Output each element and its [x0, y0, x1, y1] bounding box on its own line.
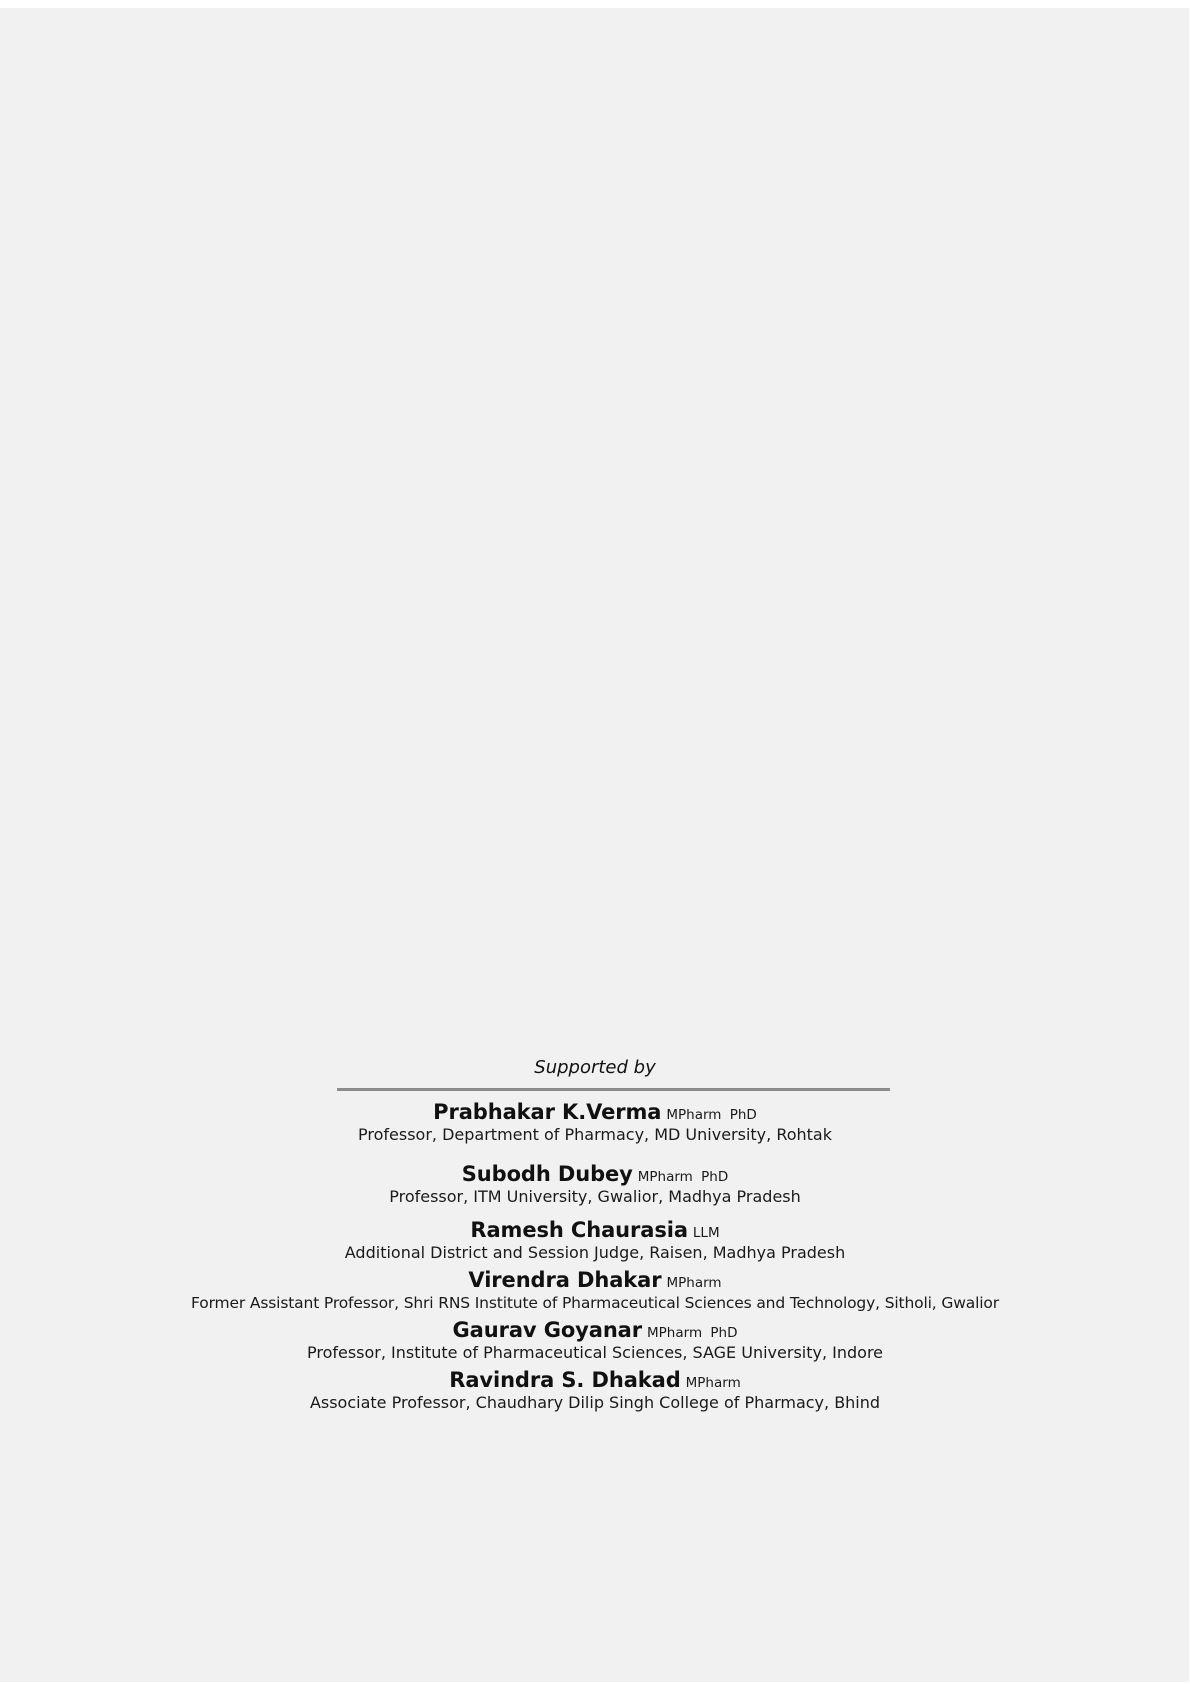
- supporter-name-line: [0, 1099, 1190, 1125]
- supporter-name: Gaurav Goyanar: [452, 1318, 643, 1342]
- supporter-name: Ramesh Chaurasia: [470, 1218, 688, 1242]
- supporter-name-line: [0, 1317, 1190, 1343]
- supporter-entry: [0, 1217, 1190, 1263]
- supporter-role: Former Assistant Professor, Shri RNS Institute of Pharmaceutical Sciences and Technology, Sitholi, Gwalior: [191, 1294, 999, 1312]
- supporter-role: Professor, Institute of Pharmaceutical Sciences, SAGE University, Indore: [306, 1343, 884, 1362]
- supporter-name: Virendra Dhakar: [468, 1268, 662, 1292]
- supporter-role: Additional District and Session Judge, Raisen, Madhya Pradesh: [344, 1243, 846, 1262]
- supporter-degrees: MPharm: [685, 1375, 741, 1391]
- heading-divider: [337, 1088, 890, 1091]
- page-background: [0, 8, 1189, 1682]
- supporter-name: Subodh Dubey: [461, 1162, 633, 1186]
- supported-by-heading: Supported by: [534, 1057, 656, 1078]
- supporter-entry: [0, 1099, 1190, 1145]
- supporter-role: Professor, Department of Pharmacy, MD University, Rohtak: [358, 1125, 832, 1144]
- supporter-role: Professor, ITM University, Gwalior, Madhya Pradesh: [389, 1187, 801, 1206]
- supporter-entry: [0, 1267, 1190, 1313]
- supporter-degrees: MPharm PhD: [647, 1325, 738, 1341]
- supporter-name: Prabhakar K.Verma: [433, 1100, 662, 1124]
- supporter-name-line: [0, 1161, 1190, 1187]
- supporter-name-line: [0, 1267, 1190, 1293]
- supporter-degrees: MPharm: [666, 1275, 722, 1291]
- supporter-entry: [0, 1161, 1190, 1207]
- supporter-degrees: LLM: [692, 1225, 720, 1241]
- supporter-role: Associate Professor, Chaudhary Dilip Singh College of Pharmacy, Bhind: [309, 1393, 881, 1412]
- supporter-name-line: [0, 1217, 1190, 1243]
- supporter-degrees: MPharm PhD: [637, 1169, 729, 1185]
- supporter-entry: [0, 1367, 1190, 1413]
- supporter-name-line: [0, 1367, 1190, 1393]
- supporter-degrees: MPharm PhD: [666, 1107, 757, 1123]
- supporter-name: Ravindra S. Dhakad: [449, 1368, 681, 1392]
- supporter-entry: [0, 1317, 1190, 1363]
